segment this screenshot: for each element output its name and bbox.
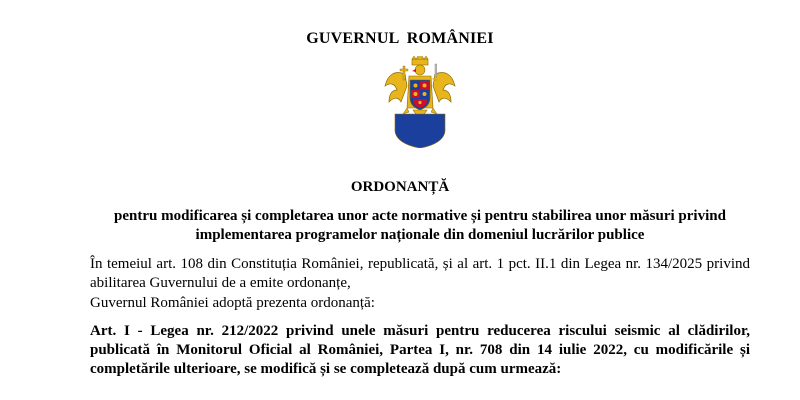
legal-basis-paragraph: În temeiul art. 108 din Constituția României, republicată, și al art. 1 pct. II.1 din Legea nr. 134/2025 privind abilitarea Guvernului de a emite ordonanțe,	[90, 256, 750, 291]
document-type: ORDONANȚĂ	[350, 179, 450, 195]
romania-coat-of-arms-icon	[383, 56, 457, 148]
shield-icon	[410, 80, 430, 110]
adoption-paragraph: Guvernul României adoptă prezenta ordonanță:	[90, 295, 375, 311]
article-1-paragraph: Art. I - Legea nr. 212/2022 privind unele măsuri pentru reducerea riscului seismic al clădirilor, publicată în Monitorul Oficial al României, Partea I, nr. 708 din 14 iulie 2022, cu modificările și completările ulterioare, se modifică și se completează după cum urmează:	[90, 323, 750, 377]
crown-icon	[412, 56, 428, 65]
document-subject: pentru modificarea și completarea unor acte normative și pentru stabilirea unor măsuri privind implementarea programelor naționale din domeniul lucrărilor publice	[114, 208, 726, 243]
government-title: GUVERNUL ROMÂNIEI	[306, 30, 494, 47]
blue-field-icon	[395, 114, 445, 148]
